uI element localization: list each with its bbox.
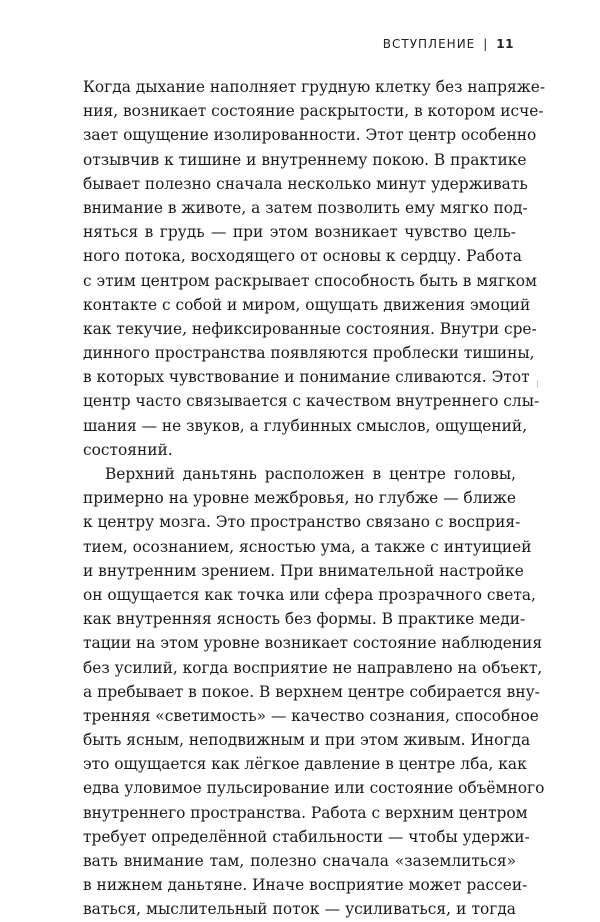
text-line: отзывчив к тишине и внутреннему покою. В практике <box>83 150 527 169</box>
text-line: как внутренняя ясность без формы. В практике меди- <box>83 610 526 629</box>
text-line: с этим центром раскрывает способность быть в мягком <box>83 271 537 290</box>
text-line: и внутренним зрением. При внимательной настройке <box>83 561 524 580</box>
text-line: ваться, мыслительный поток — усиливаться, и тогда <box>83 900 516 919</box>
text-line: внимание в животе, а затем позволить ему мягко под- <box>83 198 528 217</box>
text-line: как текучие, нефиксированные состояния. Внутри сре- <box>83 319 537 338</box>
text-line: в которых чувствование и понимание сливаются. Этот <box>83 368 530 387</box>
text-line: бывает полезно сначала несколько минут удерживать <box>83 174 528 193</box>
header-separator: | <box>483 37 489 51</box>
text-line: динного пространства появляются проблески тишины, <box>83 344 535 363</box>
text-line: шания — не звуков, а глубинных смыслов, ощущений, <box>83 416 528 435</box>
text-line: состояний. <box>83 440 173 459</box>
text-line: ния, возникает состояние раскрытости, в котором исче- <box>83 102 544 121</box>
margin-mark <box>537 380 538 388</box>
running-header <box>383 37 514 51</box>
text-line: это ощущается как лёгкое давление в центре лба, как <box>83 755 527 774</box>
body-text <box>83 75 546 922</box>
text-line: а пребывает в покое. В верхнем центре собирается вну- <box>83 682 540 701</box>
text-line: няться в грудь — при этом возникает чувство цель- <box>83 223 516 242</box>
text-line: зает ощущение изолированности. Этот центр особенно <box>83 126 537 145</box>
text-line: внутреннего пространства. Работа с верхним центром <box>83 803 528 822</box>
text-line: контакте с собой и миром, ощущать движения эмоций <box>83 295 531 314</box>
text-line: Когда дыхание наполняет грудную клетку без напряже- <box>83 78 546 96</box>
section-title: ВСТУПЛЕНИЕ <box>382 37 476 51</box>
text-line: едва уловимое пульсирование или состояние объёмного <box>83 779 545 798</box>
text-line: требует определённой стабильности — чтобы удержи- <box>83 827 530 846</box>
text-line: вать внимание там, полезно сначала «заземлиться» <box>83 852 516 870</box>
text-line: в нижнем даньтяне. Иначе восприятие может рассеи- <box>83 876 528 895</box>
text-line: без усилий, когда восприятие не направлено на объект, <box>83 658 543 677</box>
text-line: примерно на уровне межбровья, но глубже — ближе <box>83 489 516 508</box>
text-line: тренняя «светимость» — качество сознания, способное <box>83 706 539 725</box>
text-line: тием, осознанием, ясностью ума, а также с интуицией <box>83 537 532 556</box>
text-line: ного потока, восходящего от основы к сердцу. Работа <box>83 247 522 266</box>
text-line: к центру мозга. Это пространство связано с восприя- <box>83 513 521 532</box>
text-line: Верхний даньтянь расположен в центре головы, <box>105 465 516 483</box>
text-line: тации на этом уровне возникает состояние наблюдения <box>83 634 543 653</box>
page-number: 11 <box>496 37 514 51</box>
text-line: быть ясным, неподвижным и при этом живым. Иногда <box>83 731 531 750</box>
text-line: он ощущается как точка или сфера прозрачного света, <box>83 585 536 604</box>
text-line: центр часто связывается с качеством внутреннего слы- <box>83 392 540 411</box>
